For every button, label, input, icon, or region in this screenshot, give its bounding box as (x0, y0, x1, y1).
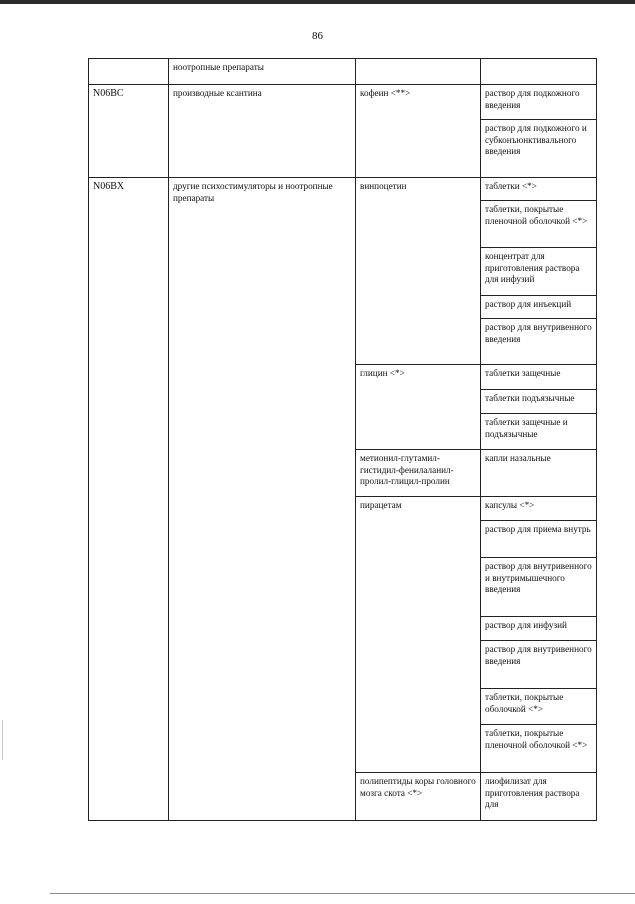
group-cell: производные ксантина (169, 85, 356, 178)
drug-cell: кофеин <**> (356, 85, 481, 178)
form-cell: таблетки, покрытые оболочкой <*> (481, 689, 597, 725)
form-cell: таблетки, покрытые пленочной оболочкой <*> (481, 201, 597, 248)
form-cell: раствор для приема внутрь (481, 521, 597, 558)
form-cell: раствор для внутривенного введения (481, 641, 597, 689)
form-cell: раствор для подкожного введения (481, 85, 597, 120)
page-bottom-border (50, 893, 635, 894)
form-cell: раствор для инъекций (481, 296, 597, 319)
form-cell: капсулы <*> (481, 497, 597, 521)
group-cell: другие психостимуляторы и ноотропные препараты (169, 178, 356, 821)
drug-cell: винпоцетин (356, 178, 481, 365)
table-row (89, 59, 597, 85)
form-cell: раствор для подкожного и субконъюнктивального введения (481, 120, 597, 178)
drug-cell: пирацетам (356, 497, 481, 773)
atc-code-cell: N06BX (89, 178, 169, 821)
scan-artifact-mark (2, 720, 3, 760)
table-row (89, 178, 597, 201)
drug-cell (356, 59, 481, 85)
form-cell: таблетки защечные и подъязычные (481, 414, 597, 450)
drug-cell: метионил-глутамил-гистидил-фенилаланил-пролил-глицил-пролин (356, 450, 481, 497)
form-cell: раствор для инфузий (481, 617, 597, 641)
form-cell: таблетки защечные (481, 365, 597, 390)
form-cell: таблетки <*> (481, 178, 597, 201)
page-top-border (0, 0, 635, 4)
drug-cell: полипептиды коры головного мозга скота <*> (356, 773, 481, 821)
table-row (89, 85, 597, 120)
form-cell: раствор для внутривенного и внутримышечного введения (481, 558, 597, 617)
drug-table (88, 58, 597, 821)
atc-code-cell (89, 59, 169, 85)
form-cell: концентрат для приготовления раствора для инфузий (481, 248, 597, 296)
form-cell: капли назальные (481, 450, 597, 497)
drug-cell: глицин <*> (356, 365, 481, 450)
form-cell: таблетки, покрытые пленочной оболочкой <*> (481, 725, 597, 773)
group-cell: ноотропные препараты (169, 59, 356, 85)
form-cell: раствор для внутривенного введения (481, 319, 597, 365)
page-number: 86 (312, 30, 323, 42)
form-cell: таблетки подъязычные (481, 390, 597, 414)
atc-code-cell: N06BC (89, 85, 169, 178)
form-cell: лиофилизат для приготовления раствора для (481, 773, 597, 821)
form-cell (481, 59, 597, 85)
